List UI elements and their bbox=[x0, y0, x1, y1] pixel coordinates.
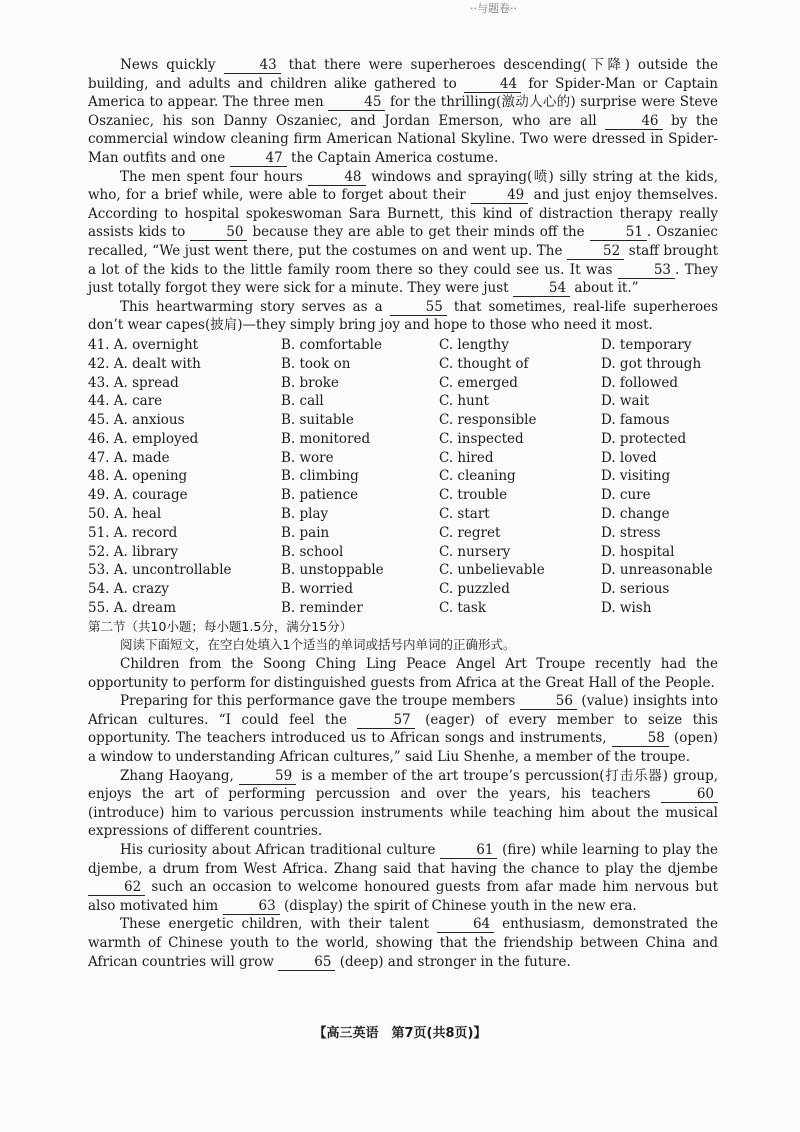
options-list bbox=[88, 336, 718, 618]
blank-59: 59 bbox=[239, 769, 296, 785]
option-b: B. wore bbox=[281, 449, 334, 466]
option-d: D. followed bbox=[601, 374, 678, 391]
option-a: 52. A. library bbox=[88, 543, 178, 560]
option-c: C. task bbox=[439, 600, 487, 617]
option-row bbox=[88, 355, 718, 374]
blank-60: 60 bbox=[661, 787, 718, 803]
option-c: C. inspected bbox=[439, 430, 524, 447]
option-c: C. thought of bbox=[439, 355, 529, 372]
text-span: Zhang Haoyang, bbox=[120, 767, 234, 784]
blank-51: 51 bbox=[590, 225, 647, 241]
option-d: D. hospital bbox=[601, 543, 675, 560]
blank-55: 55 bbox=[390, 300, 447, 316]
blank-43: 43 bbox=[224, 58, 281, 74]
blank-49: 49 bbox=[471, 188, 528, 204]
page-footer: 【高三英语 第7页(共8页)】 bbox=[313, 1026, 487, 1041]
text-span: News quickly bbox=[120, 57, 216, 73]
option-row bbox=[88, 392, 718, 411]
option-d: D. visiting bbox=[601, 468, 671, 485]
blank-65: 65 bbox=[278, 955, 335, 971]
blank-48: 48 bbox=[308, 170, 365, 186]
blank-52: 52 bbox=[567, 244, 624, 260]
option-a: 53. A. uncontrollable bbox=[88, 562, 232, 579]
text-span: the Captain America costume. bbox=[291, 149, 499, 166]
option-a: 51. A. record bbox=[88, 524, 178, 541]
option-row bbox=[88, 524, 718, 543]
text-span: (introduce) him to various percussion instruments while teaching him about the musical expressions of different countries. bbox=[88, 804, 718, 840]
option-b: B. climbing bbox=[281, 468, 359, 485]
option-c: C. nursery bbox=[439, 543, 511, 560]
blank-53: 53 bbox=[618, 263, 675, 279]
text-span: (open) a window to understanding African cultures,” said Liu Shenhe, a member of the troupe. bbox=[88, 730, 718, 766]
option-a: 48. A. opening bbox=[88, 468, 188, 485]
blank-61: 61 bbox=[440, 843, 497, 859]
option-c: C. cleaning bbox=[439, 468, 516, 485]
blank-44: 44 bbox=[464, 77, 521, 93]
text-span: windows and spraying(喷) silly string at the kids, who, for a brief while, were able to forget about their bbox=[88, 168, 719, 204]
option-a: 41. A. overnight bbox=[88, 336, 199, 353]
option-a: 44. A. care bbox=[88, 393, 163, 410]
blank-54: 54 bbox=[513, 281, 570, 297]
text-span: enthusiasm, demonstrated the warmth of Chinese youth to the world, showing that the friendship between China and African countries will grow bbox=[88, 916, 719, 970]
section-instruction: 阅读下面短文，在空白处填入1个适当的单词或括号内单词的正确形式。 bbox=[120, 637, 516, 653]
option-row bbox=[88, 561, 718, 580]
text-span: that there were superheroes descending(下降) outside the building, and adults and children alike gathered to bbox=[88, 57, 719, 92]
option-b: B. call bbox=[281, 393, 324, 410]
text-span: The men spent four hours bbox=[120, 168, 303, 185]
text-span: staff brought a lot of the kids to the little family room there so they could see us. It was bbox=[88, 242, 719, 278]
text-span: . Oszaniec recalled, “We just went there, put the costumes on and went up. The bbox=[88, 224, 718, 259]
option-row bbox=[88, 449, 718, 468]
blank-57: 57 bbox=[357, 713, 414, 729]
option-c: C. hunt bbox=[439, 393, 489, 410]
option-row bbox=[88, 599, 718, 618]
blank-45: 45 bbox=[328, 95, 385, 111]
cloze-paragraph-2 bbox=[88, 168, 718, 298]
page-content bbox=[88, 56, 718, 971]
option-a: 43. A. spread bbox=[88, 374, 179, 391]
option-b: B. suitable bbox=[281, 412, 354, 429]
text-span: because they are able to get their minds off the bbox=[252, 224, 585, 241]
text-span: is a member of the art troupe’s percussion(打击乐器) group, enjoys the art of performing percussion and over the years, his teachers bbox=[88, 767, 719, 803]
cloze-paragraph-3 bbox=[88, 298, 718, 335]
text-span: that sometimes, real-life superheroes don’t wear capes(披肩)—they simply bring joy and hope to those who need it most. bbox=[88, 298, 718, 334]
option-row bbox=[88, 411, 718, 430]
option-d: D. unreasonable bbox=[601, 562, 713, 579]
blank-63: 63 bbox=[223, 899, 280, 915]
option-b: B. monitored bbox=[281, 430, 371, 447]
grammar-paragraph-1: Children from the Soong Ching Ling Peace Angel Art Troupe recently had the opportunity to perform for distinguished guests from Africa at the Great Hall of the People. bbox=[88, 656, 718, 691]
option-b: B. broke bbox=[281, 374, 339, 391]
text-span: and just enjoy themselves. According to hospital spokeswoman Sara Burnett, this kind of distraction therapy really assists kids to bbox=[88, 187, 719, 241]
option-c: C. lengthy bbox=[439, 336, 509, 353]
option-row bbox=[88, 580, 718, 599]
option-row bbox=[88, 430, 718, 449]
option-c: C. unbelievable bbox=[439, 562, 545, 579]
option-d: D. stress bbox=[601, 524, 661, 541]
blank-64: 64 bbox=[437, 917, 494, 933]
option-d: D. got through bbox=[601, 355, 702, 372]
grammar-paragraph-2 bbox=[88, 692, 718, 766]
option-d: D. change bbox=[601, 506, 670, 523]
option-b: B. school bbox=[281, 543, 344, 560]
option-row bbox=[88, 486, 718, 505]
option-c: C. responsible bbox=[439, 412, 537, 429]
option-a: 50. A. heal bbox=[88, 506, 162, 523]
option-a: 55. A. dream bbox=[88, 600, 177, 617]
cloze-paragraph-1 bbox=[88, 56, 718, 168]
option-d: D. temporary bbox=[601, 336, 692, 353]
blank-46: 46 bbox=[605, 114, 662, 130]
option-b: B. play bbox=[281, 506, 329, 523]
option-c: C. start bbox=[439, 506, 490, 523]
blank-56: 56 bbox=[520, 694, 577, 710]
blank-58: 58 bbox=[612, 731, 669, 747]
option-c: C. emerged bbox=[439, 374, 518, 391]
option-row bbox=[88, 374, 718, 393]
text-span: (deep) and stronger in the future. bbox=[339, 953, 571, 970]
option-row bbox=[88, 543, 718, 562]
option-b: B. worried bbox=[281, 581, 354, 598]
option-d: D. serious bbox=[601, 581, 670, 598]
option-b: B. took on bbox=[281, 355, 351, 372]
option-b: B. unstoppable bbox=[281, 562, 384, 579]
option-b: B. pain bbox=[281, 524, 330, 541]
text-span: His curiosity about African traditional culture bbox=[120, 841, 436, 858]
option-d: D. loved bbox=[601, 449, 657, 466]
text-span: (eager) of every member to seize this opportunity. The teachers introduced us to African songs and instruments, bbox=[88, 711, 718, 747]
text-span: Preparing for this performance gave the troupe members bbox=[120, 693, 516, 710]
option-a: 45. A. anxious bbox=[88, 412, 185, 429]
option-b: B. patience bbox=[281, 487, 359, 504]
text-span: for the thrilling(激动人心的) surprise were Steve Oszaniec, his son Danny Oszaniec, and Jordan Emerson, who are all bbox=[88, 94, 719, 129]
grammar-paragraph-3 bbox=[88, 767, 718, 841]
section-heading: 第二节（共10小题；每小题1.5分，满分15分） bbox=[88, 618, 353, 634]
grammar-paragraph-4 bbox=[88, 841, 718, 915]
option-a: 46. A. employed bbox=[88, 430, 199, 447]
option-d: D. wait bbox=[601, 393, 650, 410]
text-span: such an occasion to welcome honoured guests from afar made him nervous but also motivated him bbox=[88, 879, 718, 914]
text-span: This heartwarming story serves as a bbox=[120, 298, 383, 315]
option-d: D. wish bbox=[601, 600, 652, 617]
grammar-paragraph-5 bbox=[88, 915, 718, 971]
blank-62: 62 bbox=[88, 880, 145, 896]
option-d: D. protected bbox=[601, 430, 687, 447]
option-row bbox=[88, 505, 718, 524]
option-b: B. reminder bbox=[281, 600, 363, 617]
blank-47: 47 bbox=[230, 151, 287, 167]
text-span: for Spider-Man or Captain America to appear. The three men bbox=[88, 75, 718, 111]
text-span: These energetic children, with their talent bbox=[120, 916, 430, 933]
option-row bbox=[88, 336, 718, 355]
option-d: D. cure bbox=[601, 487, 651, 504]
option-row bbox=[88, 467, 718, 486]
option-c: C. puzzled bbox=[439, 581, 510, 598]
text-span: (value) insights into African cultures. “I could feel the bbox=[88, 693, 718, 728]
option-d: D. famous bbox=[601, 412, 670, 429]
option-a: 42. A. dealt with bbox=[88, 355, 201, 372]
option-b: B. comfortable bbox=[281, 336, 382, 353]
option-c: C. hired bbox=[439, 449, 494, 466]
option-c: C. trouble bbox=[439, 487, 508, 504]
text-span: by the commercial window cleaning firm American National Skyline. Two were dressed in Spider-Man outfits and one bbox=[88, 112, 719, 166]
text-span: about it.” bbox=[574, 280, 639, 297]
option-c: C. regret bbox=[439, 524, 501, 541]
header-mark: ··与题卷·· bbox=[470, 2, 517, 15]
blank-50: 50 bbox=[190, 225, 247, 241]
text-span: (display) the spirit of Chinese youth in the new era. bbox=[284, 897, 637, 914]
text-span: . They just totally forgot they were sick for a minute. They were just bbox=[88, 261, 718, 297]
text-span: (fire) while learning to play the djembe, a drum from West Africa. Zhang said that having the chance to play the djembe bbox=[88, 841, 719, 877]
option-a: 54. A. crazy bbox=[88, 581, 169, 598]
option-a: 49. A. courage bbox=[88, 487, 188, 504]
option-a: 47. A. made bbox=[88, 449, 170, 466]
